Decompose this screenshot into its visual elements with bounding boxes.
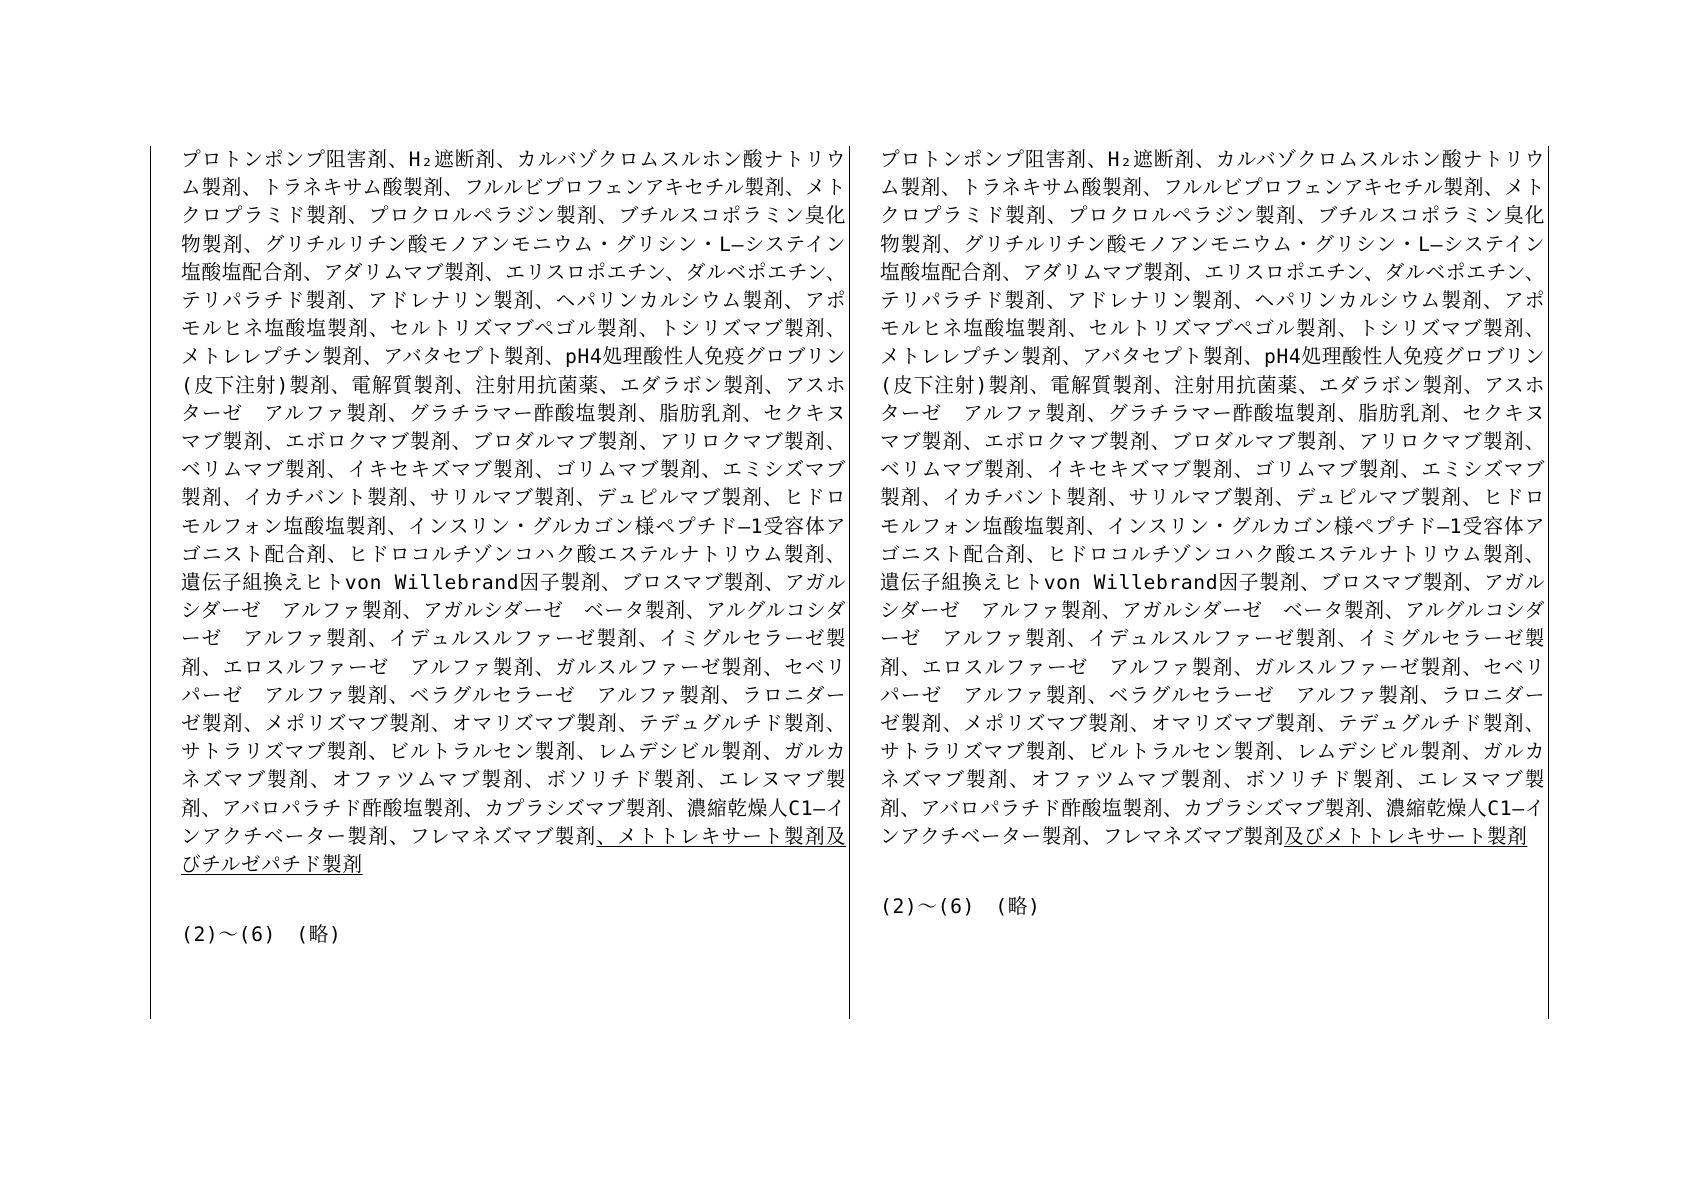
amended-text-underlined: 及びメトトレキサート製剤: [1283, 824, 1528, 848]
drug-list-paragraph: [880, 146, 1545, 851]
amended-text-underlined: 、メトトレキサート製剤及びチルゼパチド製剤: [181, 824, 846, 877]
column-border-left: [150, 146, 151, 1019]
current-text-column: [880, 146, 1545, 921]
omitted-clauses-note: (2)～(6) (略): [181, 923, 342, 947]
column-border-right: [1548, 146, 1549, 1019]
drug-list-text: プロトンポンプ阻害剤、H₂遮断剤、カルバゾクロムスルホン酸ナトリウム製剤、トラネキサム酸製剤、フルルビプロフェンアキセチル製剤、メトクロプラミド製剤、プロクロルペラジン製剤、ブチルスコポラミン臭化物製剤、グリチルリチン酸モノアンモニウム・グリシン・L―システイン塩酸塩配合剤、アダリムマブ製剤、エリスロポエチン、ダルベポエチン、テリパラチド製剤、アドレナリン製剤、ヘパリンカルシウム製剤、アポモルヒネ塩酸塩製剤、セルトリズマブペゴル製剤、トシリズマブ製剤、メトレレプチン製剤、アバタセプト製剤、pH4処理酸性人免疫グロブリン(皮下注射)製剤、電解質製剤、注射用抗菌薬、エダラボン製剤、アスホターゼ アルファ製剤、グラチラマー酢酸塩製剤、脂肪乳剤、セクキヌマブ製剤、エボロクマブ製剤、ブロダルマブ製剤、アリロクマブ製剤、ベリムマブ製剤、イキセキズマブ製剤、ゴリムマブ製剤、エミシズマブ製剤、イカチバント製剤、サリルマブ製剤、デュピルマブ製剤、ヒドロモルフォン塩酸塩製剤、インスリン・グルカゴン様ペプチド―1受容体アゴニスト配合剤、ヒドロコルチゾンコハク酸エステルナトリウム製剤、遺伝子組換えヒトvon Willebrand因子製剤、ブロスマブ製剤、アガルシダーゼ アルファ製剤、アガルシダーゼ ベータ製剤、アルグルコシダーゼ アルファ製剤、イデュルスルファーゼ製剤、イミグルセラーゼ製剤、エロスルファーゼ アルファ製剤、ガルスルファーゼ製剤、セベリパーゼ アルファ製剤、ベラグルセラーゼ アルファ製剤、ラロニダーゼ製剤、メポリズマブ製剤、オマリズマブ製剤、テデュグルチド製剤、サトラリズマブ製剤、ビルトラルセン製剤、レムデシビル製剤、ガルカネズマブ製剤、オファツムマブ製剤、ボソリチド製剤、エレヌマブ製剤、アバロパラチド酢酸塩製剤、カプラシズマブ製剤、濃縮乾燥人C1―インアクチベーター製剤、フレマネズマブ製剤: [181, 148, 846, 848]
drug-list-paragraph: [181, 146, 846, 879]
column-border-middle: [849, 146, 850, 1019]
revised-text-column: [181, 146, 846, 949]
drug-list-text: プロトンポンプ阻害剤、H₂遮断剤、カルバゾクロムスルホン酸ナトリウム製剤、トラネキサム酸製剤、フルルビプロフェンアキセチル製剤、メトクロプラミド製剤、プロクロルペラジン製剤、ブチルスコポラミン臭化物製剤、グリチルリチン酸モノアンモニウム・グリシン・L―システイン塩酸塩配合剤、アダリムマブ製剤、エリスロポエチン、ダルベポエチン、テリパラチド製剤、アドレナリン製剤、ヘパリンカルシウム製剤、アポモルヒネ塩酸塩製剤、セルトリズマブペゴル製剤、トシリズマブ製剤、メトレレプチン製剤、アバタセプト製剤、pH4処理酸性人免疫グロブリン(皮下注射)製剤、電解質製剤、注射用抗菌薬、エダラボン製剤、アスホターゼ アルファ製剤、グラチラマー酢酸塩製剤、脂肪乳剤、セクキヌマブ製剤、エボロクマブ製剤、ブロダルマブ製剤、アリロクマブ製剤、ベリムマブ製剤、イキセキズマブ製剤、ゴリムマブ製剤、エミシズマブ製剤、イカチバント製剤、サリルマブ製剤、デュピルマブ製剤、ヒドロモルフォン塩酸塩製剤、インスリン・グルカゴン様ペプチド―1受容体アゴニスト配合剤、ヒドロコルチゾンコハク酸エステルナトリウム製剤、遺伝子組換えヒトvon Willebrand因子製剤、ブロスマブ製剤、アガルシダーゼ アルファ製剤、アガルシダーゼ ベータ製剤、アルグルコシダーゼ アルファ製剤、イデュルスルファーゼ製剤、イミグルセラーゼ製剤、エロスルファーゼ アルファ製剤、ガルスルファーゼ製剤、セベリパーゼ アルファ製剤、ベラグルセラーゼ アルファ製剤、ラロニダーゼ製剤、メポリズマブ製剤、オマリズマブ製剤、テデュグルチド製剤、サトラリズマブ製剤、ビルトラルセン製剤、レムデシビル製剤、ガルカネズマブ製剤、オファツムマブ製剤、ボソリチド製剤、エレヌマブ製剤、アバロパラチド酢酸塩製剤、カプラシズマブ製剤、濃縮乾燥人C1―インアクチベーター製剤、フレマネズマブ製剤: [880, 148, 1545, 848]
omitted-clauses-note: (2)～(6) (略): [880, 895, 1041, 919]
